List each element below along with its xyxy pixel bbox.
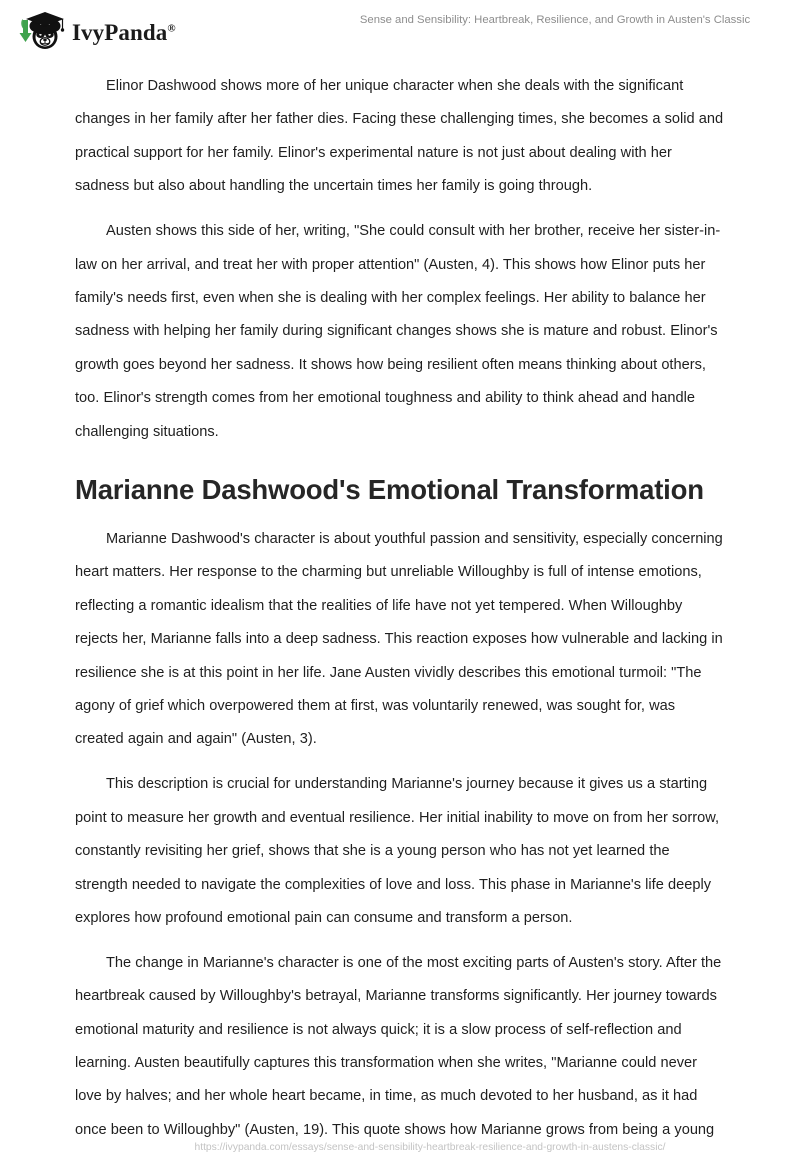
article-body	[75, 70, 725, 1159]
section-heading: Marianne Dashwood's Emotional Transformation	[75, 473, 704, 505]
page-footer	[0, 1110, 800, 1160]
paragraph: This description is crucial for understanding Marianne's journey because it gives us a starting point to measure her growth and eventual resilience. Her initial inability to move on from her sorrow, constantly revisiting her grief, shows that she is a young person who has not yet learned the strength needed to navigate the complexities of love and loss. This phase in Marianne's life deeply explores how profound emotional pain can consume and transform a person.	[75, 776, 720, 926]
brand-name-text: IvyPanda®	[72, 19, 176, 45]
paragraph: Austen shows this side of her, writing, "She could consult with her brother, receive her sister-in-law on her arrival, and treat her with proper attention" (Austen, 4). This shows how Elinor puts her family's needs first, even when she is dealing with her complex feelings. Her ability to balance her sadness with helping her family during significant changes shows she is mature and robust. Elinor's growth goes beyond her sadness. It shows how being resilient often means thinking about others, too. Elinor's strength comes from her emotional toughness and ability to think ahead and handle challenging situations.	[75, 223, 721, 440]
paragraph: The change in Marianne's character is one of the most exciting parts of Austen's story. After the heartbreak caused by Willoughby's betrayal, Marianne transforms significantly. Her journey towards emotional maturity and resilience is not always quick; it is a slow process of self-reflection and learning. Austen beautifully captures this transformation when she writes, "Marianne could never love by halves; and her whole heart became, in time, as much devoted to her husband, as it had once been to Willoughby" (Austen, 19). This quote shows how Marianne grows from being a young	[75, 954, 722, 1138]
ivypanda-logo[interactable]	[16, 9, 176, 53]
registered-trademark-icon: ®	[167, 21, 176, 34]
paragraph: Elinor Dashwood shows more of her unique character when she deals with the significant changes in her family after her father dies. Facing these challenging times, she becomes a solid and practical support for her family. Elinor's experimental nature is not just about dealing with her sadness but also about handling the uncertain times her family is going through.	[75, 78, 724, 195]
document-title-header: Sense and Sensibility: Heartbreak, Resilience, and Growth in Austen's Classic	[359, 14, 751, 26]
page-header	[0, 0, 800, 62]
paragraph: Marianne Dashwood's character is about youthful passion and sensitivity, especially concerning heart matters. Her response to the charming but unreliable Willoughby is full of intense emotions, reflecting a romantic idealism that the realities of life have not yet tempered. When Willoughby rejects her, Marianne falls into a deep sadness. This reaction exposes how vulnerable and lacking in resilience she is at this point in her life. Jane Austen vividly describes this emotional turmoil: "The agony of grief which overpowered them at first, was voluntarily renewed, was sought for, was created again and again" (Austen, 3).	[75, 530, 723, 748]
source-url[interactable]: https://ivypanda.com/essays/sense-and-sensibility-heartbreak-resilience-and-growth-in-austens-classic/	[194, 1142, 666, 1153]
panda-graduate-logo-icon	[16, 9, 66, 53]
